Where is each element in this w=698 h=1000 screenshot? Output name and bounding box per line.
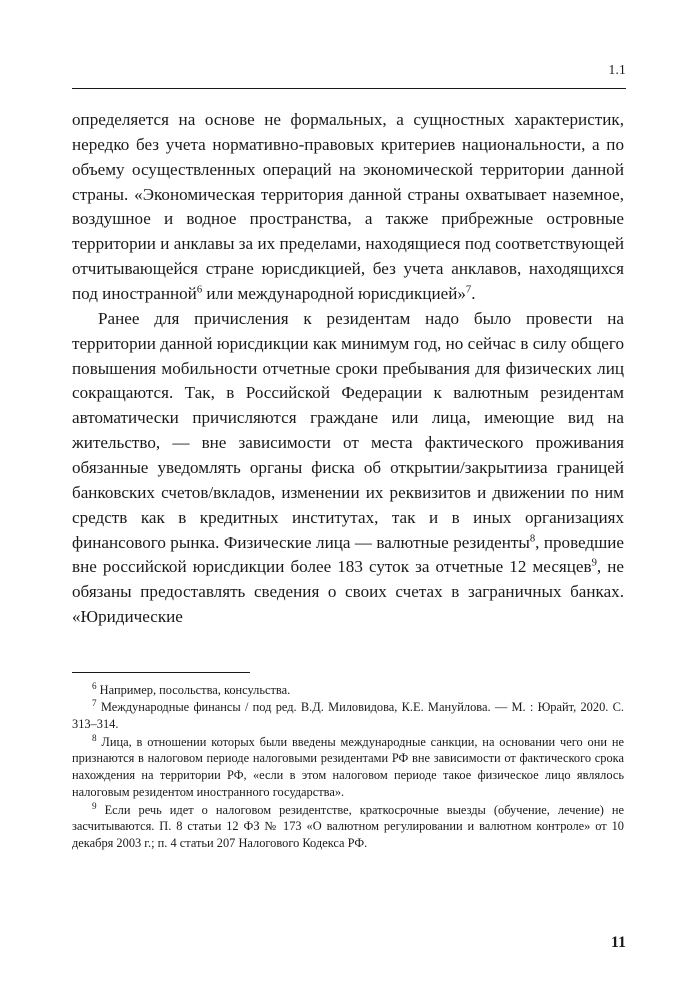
footnote-marker: 7 xyxy=(92,698,97,709)
footnote-item: $^6$ Например, посольства, консульства. xyxy=(92,680,291,697)
footnote-marker: 9 xyxy=(92,800,97,811)
footnote-reference[interactable]: 6 xyxy=(196,284,203,296)
footnote-marker: 6 xyxy=(92,680,97,691)
paragraph: Ранее для причисления к резидентам надо было провести на территории данной юрисдикции как минимум год, но сейчас в силу общего повышения мобильности отчетные сроки пребывания для физических лиц сокращаются. Так, в Российской Федерации к валютным резидентам автоматически причисляются граждане или лица, имеющие вид на жительство, — вне зависимости от места фактического проживания обязанные уведомлять органы фиска об открытии/закрытииза границей банковских счетов/вкладов, изменении их реквизитов и движении по ним средств как в кредитных институтах, так и в иных организациях финансового рынка. Физические лица — валютные резиденты$^8$, проведшие вне российской юрисдикции более 183 суток за отчетные 12 месяцев$^9$, не обязаны предоставлять сведения о своих счетах в заграничных банках. «Юридические xyxy=(72,308,624,627)
paragraph: определяется на основе не формальных, а сущностных характеристик, нередко без учета нормативно-правовых критериев национальности, а по объему осуществленных операций на экономической территории данной страны. «Экономическая территория данной страны охватывает наземное, воздушное и водное пространства, а также прибрежные островные территории и анклавы за их пределами, находящиеся под соответствующей отчитывающейся стране юрисдикцией, без учета анклавов, находящихся под иностранной$^6$ или международной юрисдикцией»$^7$. xyxy=(72,110,624,304)
footnote-item: $^9$ Если речь идет о налоговом резидентстве, краткосрочные выезды (обучение, лечение) не засчитываются. П. 8 статьи 12 ФЗ № 173 «О валютном регулировании и валютном контроле» от 10 декабря 2003 г.; п. 4 статьи 207 Налогового Кодекса РФ. xyxy=(72,800,624,851)
page-header xyxy=(72,62,626,84)
footnote-item: $^8$ Лица, в отношении которых были введены международные санкции, на основании чего они не признаются в налоговом периоде налоговыми резидентами РФ вне зависимости от фактического срока нахождения на территории РФ, «если в этом налоговом периоде такое физическое лицо являлось налоговым резидентом иностранного государства». xyxy=(72,732,624,800)
header-divider xyxy=(72,88,626,89)
footnote-item: $^7$ Международные финансы / под ред. В.Д. Миловидова, К.Е. Мануйлова. — М. : Юрайт, 2020. С. 313–314. xyxy=(72,698,624,732)
footnote-divider xyxy=(72,672,250,673)
footnotes-block xyxy=(72,672,624,853)
footnote-marker: 8 xyxy=(92,732,97,743)
footnote-reference[interactable]: 9 xyxy=(591,557,597,569)
page-number: 11 xyxy=(610,934,626,951)
section-number: 1.1 xyxy=(608,62,626,77)
footnote-reference[interactable]: 8 xyxy=(529,532,536,544)
body-text xyxy=(72,108,624,630)
footnote-reference[interactable]: 7 xyxy=(465,284,472,296)
